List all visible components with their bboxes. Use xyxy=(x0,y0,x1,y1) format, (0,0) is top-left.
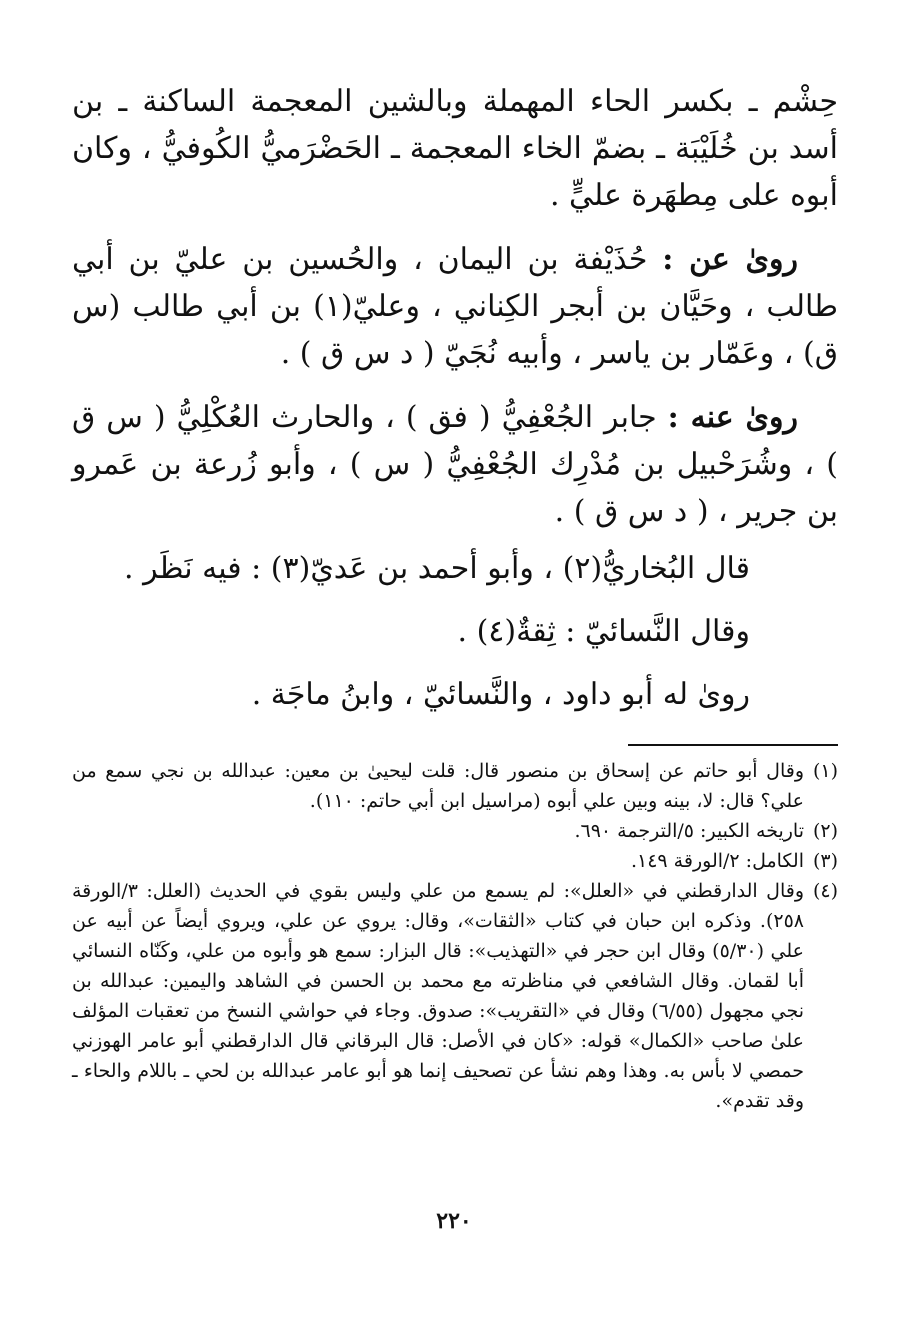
footnote-number: (١) xyxy=(812,760,838,782)
footnote-number: (٣) xyxy=(812,850,838,872)
paragraph-narrated-in: روىٰ له أبو داود ، والنَّسائيّ ، وابنُ ماجَة . xyxy=(251,677,750,712)
paragraph-narrated-from xyxy=(72,236,838,377)
paragraph-bukhari: قال البُخاريُّ(٢) ، وأبو أحمد بن عَديّ(٣) : فيه نَظَر . xyxy=(124,551,750,586)
footnote-number: (٢) xyxy=(812,820,838,842)
narrated-from-text: حُذَيْفة بن اليمان ، والحُسين بن عليّ بن أبي طالب ، وحَيَّان بن أبجر الكِناني ، وعليّ(١) بن أبي طالب (س ق) ، وعَمّار بن ياسر ، وأبيه نُجَيّ ( د س ق ) . xyxy=(72,242,838,371)
narrated-by-label: روىٰ عنه : xyxy=(667,400,798,435)
footnote-text: تاريخه الكبير: ٥/الترجمة ٦٩٠. xyxy=(574,820,804,842)
narrated-by-text: جابر الجُعْفِيُّ ( فق ) ، والحارث العُكْلِيُّ ( س ق ) ، وشُرَحْبيل بن مُدْرِك الجُعْفِيُّ ( س ) ، وأبو زُرعة بن عَمرو بن جرير ، ( د س ق ) . xyxy=(72,400,838,529)
footnote-3 xyxy=(72,846,838,876)
page-number: ٢٢٠ xyxy=(436,1208,472,1234)
paragraph-name: حِشْم ـ بكسر الحاء المهملة وبالشين المعجمة الساكنة ـ بن أسد بن خُلَيْبَة ـ بضمّ الخاء المعجمة ـ الحَضْرَميُّ الكُوفيُّ ، وكان أبوه على مِطهَرة عليٍّ . xyxy=(72,84,838,213)
footnote-text: وقال الدارقطني في «العلل»: لم يسمع من علي وليس بقوي في الحديث (العلل: ٣/الورقة ٢٥٨). وذكره ابن حبان في كتاب «الثقات»، وقال: يروي عن علي، ويروي أيضاً عن أبيه عن علي (٥/٣٠) وقال ابن حجر في «التهذيب»: قال البزار: سمع هو وأبوه من علي، وكَنّاه النسائي أبا لقمان. وقال الشافعي في مناظرته مع محمد بن الحسن في الشاهد واليمين: عبدالله بن نجي مجهول (٦/٥٥) وقال في «التقريب»: صدوق. وجاء في حواشي النسخ من تعقبات المؤلف علىٰ صاحب «الكمال» قوله: «كان في الأصل: قال البرقاني قال الدارقطني أبو عامر الهوزني حمصي لا بأس به. وهذا وهم نشأ عن تصحيف إنما هو أبو عامر عبدالله بن لحي ـ باللام والحاء ـ وقد تقدم». xyxy=(72,880,804,1112)
footnote-text: الكامل: ٢/الورقة ١٤٩. xyxy=(630,850,804,872)
footnote-2 xyxy=(72,816,838,846)
footnote-text: وقال أبو حاتم عن إسحاق بن منصور قال: قلت ليحيىٰ بن معين: عبدالله بن نجي سمع من علي؟ قال: لا، بينه وبين علي أبوه (مراسيل ابن أبي حاتم: ١١٠). xyxy=(72,760,804,812)
narrated-from-label: روىٰ عن : xyxy=(662,242,799,277)
main-text xyxy=(72,78,838,718)
paragraph-narrated-by xyxy=(72,394,838,535)
footnote-1 xyxy=(72,756,838,816)
footnote-number: (٤) xyxy=(812,880,838,902)
paragraph-nasai: وقال النَّسائيّ : ثِقةٌ(٤) . xyxy=(457,614,750,649)
footnotes xyxy=(72,756,838,1116)
footnote-divider xyxy=(628,744,838,746)
footnote-4 xyxy=(72,876,838,1116)
